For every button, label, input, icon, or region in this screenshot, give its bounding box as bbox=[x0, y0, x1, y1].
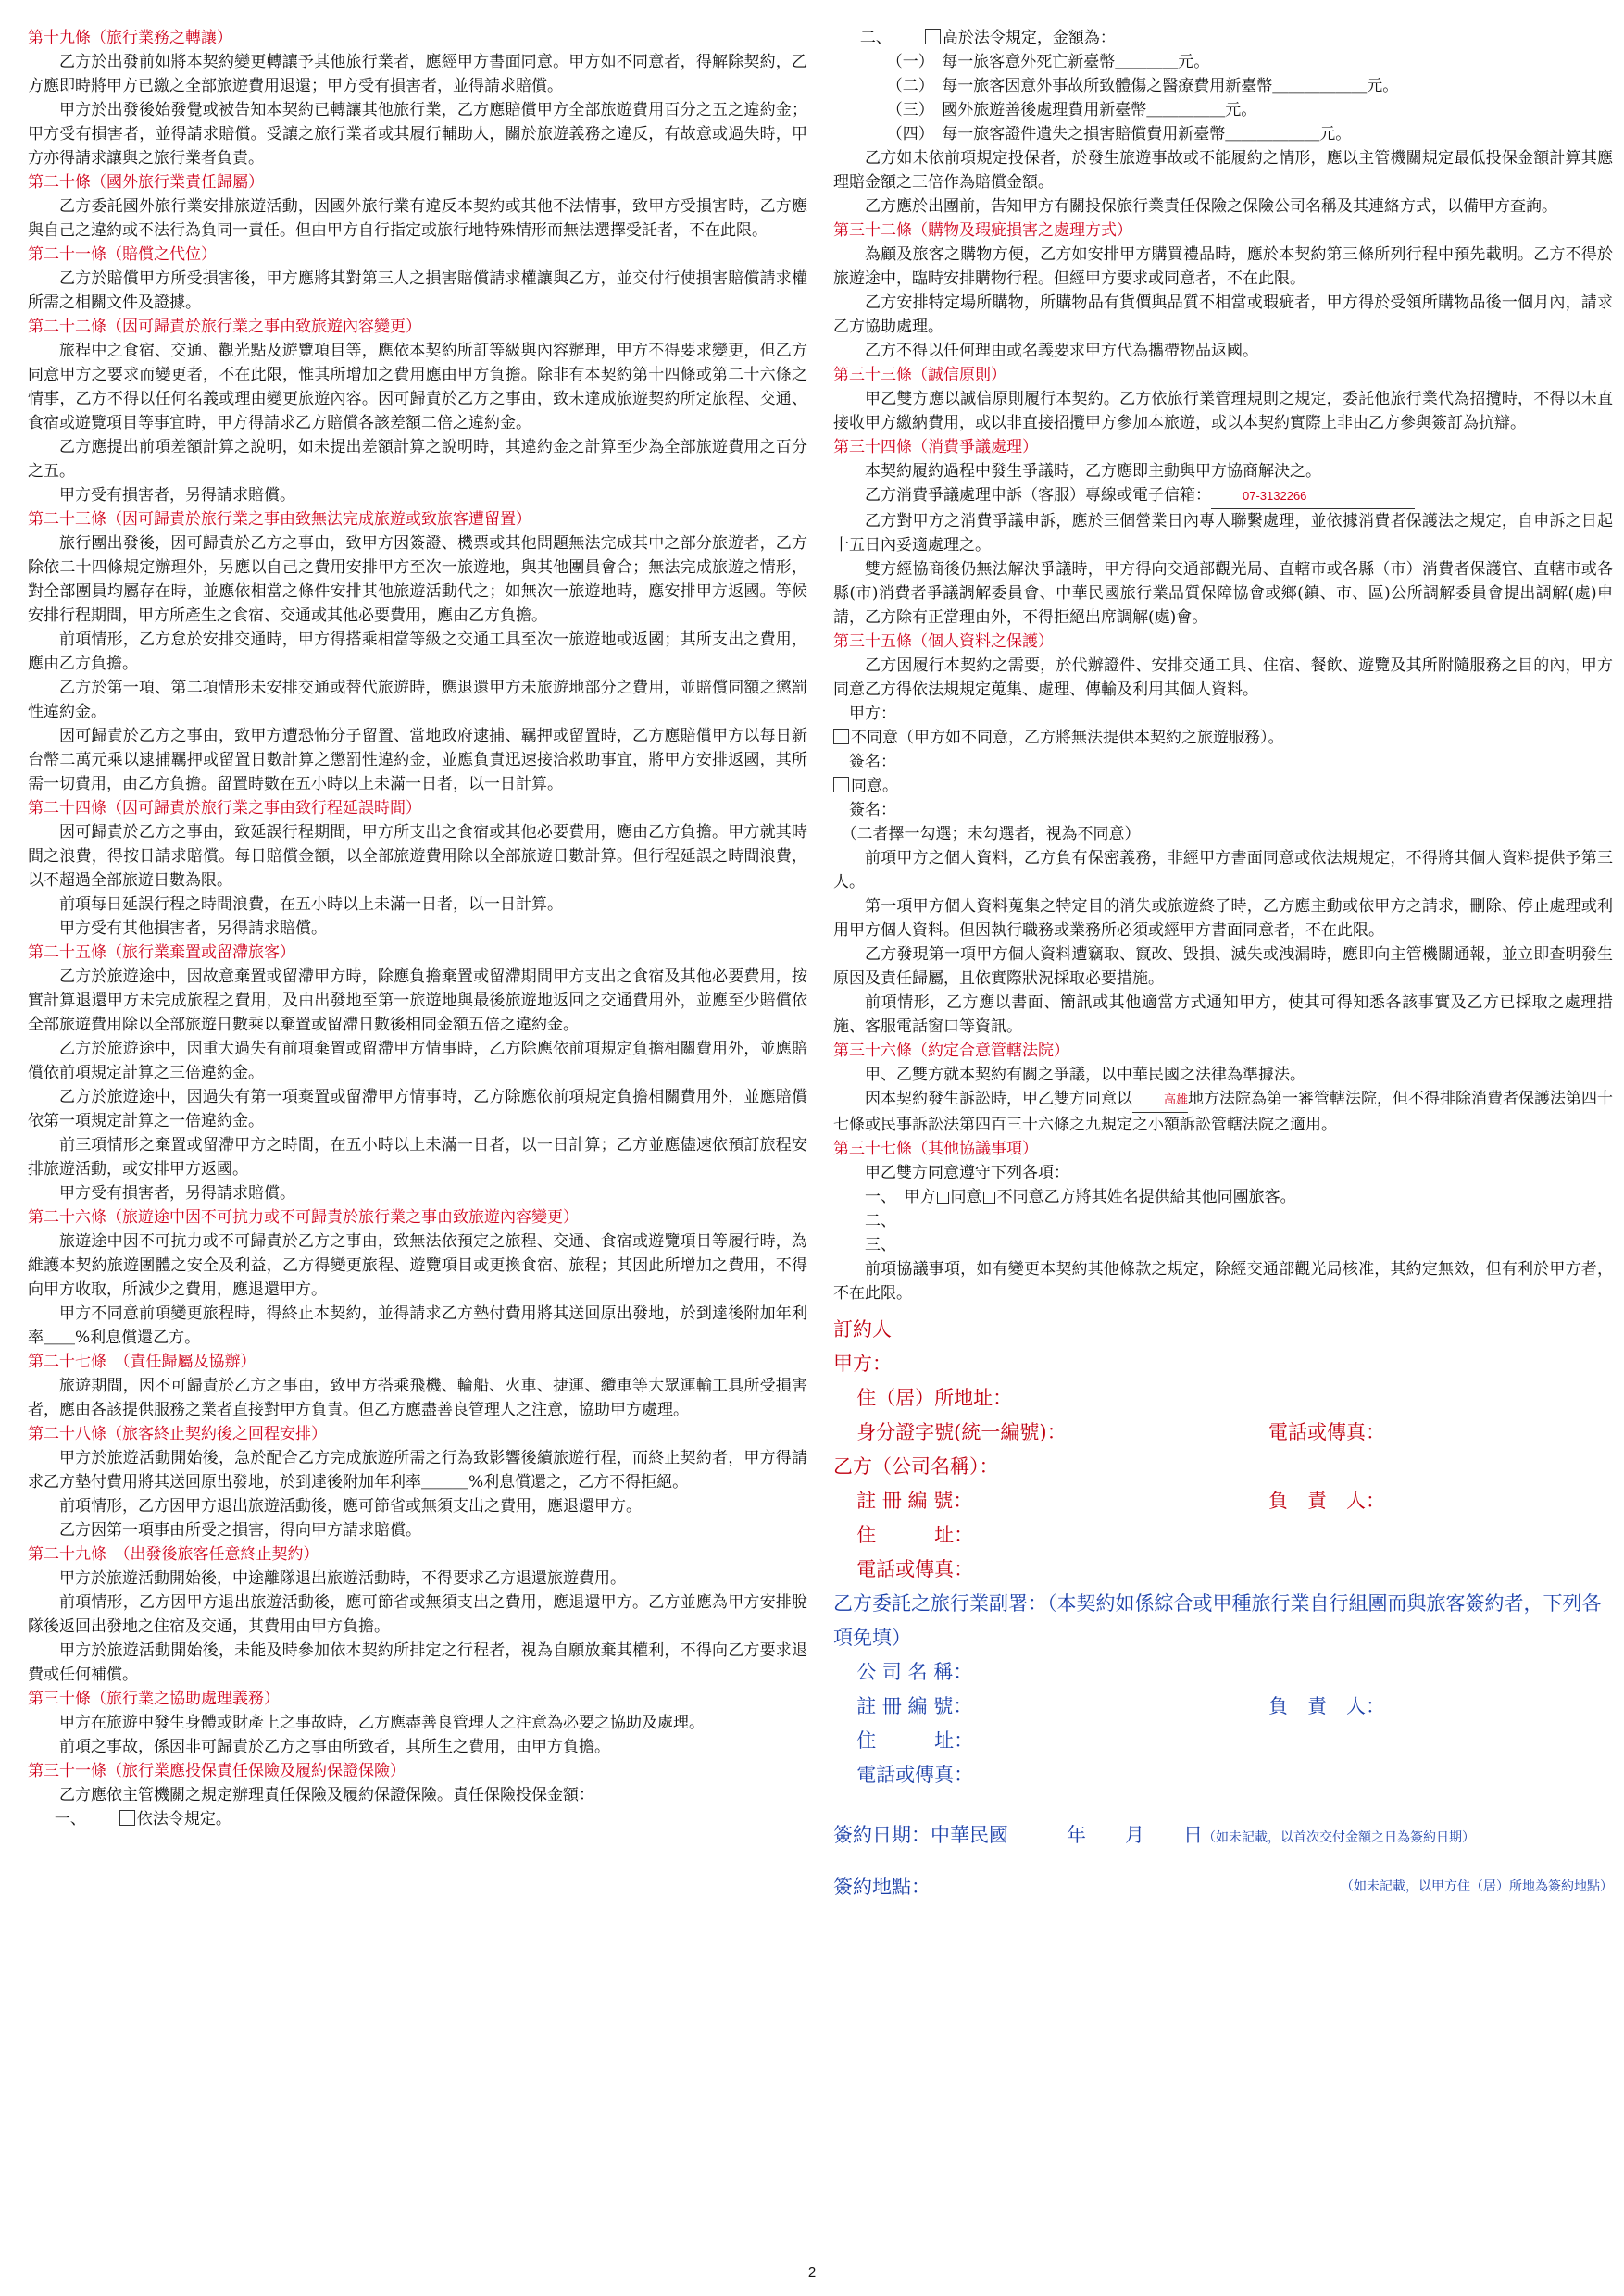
clause-paragraph: 甲乙雙方同意遵守下列各項： bbox=[865, 1164, 1069, 1182]
clause-paragraph: 甲方於出發後始發覺或被告知本契約已轉讓其他旅行業，乙方應賠償甲方全部旅遊費用百分之五之違約金；甲方受有損害者，並得請求賠償。受讓之旅行業者或其履行輔助人，關於旅遊義務之違反，有故意或過失時，甲方亦得請求讓與之旅行業者負責。 bbox=[28, 101, 807, 168]
hotline-line: 乙方消費爭議處理申訴（客服）專線或電子信箱： 07-3132266 bbox=[833, 483, 1613, 509]
clause-paragraph: 三、 bbox=[865, 1236, 896, 1254]
clause-heading: 第三十二條（購物及瑕疵損害之處理方式） bbox=[833, 221, 1132, 240]
right-bottom-clauses bbox=[833, 1137, 1613, 1305]
clause-paragraph: 乙方於出發前如將本契約變更轉讓予其他旅行業者，應經甲方書面同意。甲方如不同意者，得解除契約，乙方應即時將甲方已繳之全部旅遊費用退還；甲方受有損害者，並得請求賠償。 bbox=[28, 53, 807, 95]
agent-phone: 電話或傳真： bbox=[856, 1764, 974, 1786]
clause-paragraph: 因可歸責於乙方之事由，致延誤行程期間，甲方所支出之食宿或其他必要費用，應由乙方負擔。甲方就其時間之浪費，得按日請求賠償。每日賠償金額，以全部旅遊費用除以全部旅遊日數計算。但行程延誤之時間浪費，以不超過全部旅遊日數為限。 bbox=[28, 823, 807, 890]
clause-heading: 第三十三條（誠信原則） bbox=[833, 366, 1006, 384]
clause-paragraph: 甲、乙雙方就本契約有關之爭議，以中華民國之法律為準據法。 bbox=[865, 1066, 1305, 1084]
clause-heading: 第二十一條（賠償之代位） bbox=[28, 245, 217, 264]
clause-paragraph: 乙方發現第一項甲方個人資料遭竊取、竄改、毀損、滅失或洩漏時，應即向主管機關通報，並立即查明發生原因及責任歸屬，且依實際狀況採取必要措施。 bbox=[833, 945, 1613, 988]
clause-heading: 第二十三條（因可歸責於旅行業之事由致無法完成旅遊或致旅客遭留置） bbox=[28, 510, 531, 529]
checkbox-line bbox=[833, 726, 1613, 750]
clause-paragraph: 乙方安排特定場所購物，所購物品有貨價與品質不相當或瑕疵者，甲方得於受領所購物品後一個月內，請求乙方協助處理。 bbox=[833, 293, 1613, 336]
clause-paragraph: 乙方對甲方之消費爭議申訴，應於三個營業日內專人聯繫處理，並依據消費者保護法之規定，自申訴之日起十五日內妥適處理之。 bbox=[833, 512, 1613, 555]
clause-paragraph: 甲方於旅遊活動開始後，未能及時參加依本契約所排定之行程者，視為自願放棄其權利，不得向乙方要求退費或任何補償。 bbox=[28, 1641, 807, 1684]
checkbox-label: 同意。 bbox=[851, 777, 898, 795]
clause-paragraph: 前項情形，乙方怠於安排交通時，甲方得搭乘相當等級之交通工具至次一旅遊地或返國；其所支出之費用，應由乙方負擔。 bbox=[28, 630, 807, 673]
sign-date-row: 簽約日期：中華民國 年 月 日（如未記載，以首次交付金額之日為簽約日期） bbox=[833, 1824, 1475, 1846]
clause-paragraph: 甲方受有其他損害者，另得請求賠償。 bbox=[59, 919, 327, 938]
clause-paragraph: 前項每日延誤行程之時間浪費，在五小時以上未滿一日者，以一日計算。 bbox=[59, 895, 563, 914]
agent-reg-row: 註 冊 編 號： 負 責 人： bbox=[856, 1695, 1385, 1717]
clause-heading: 第二十八條（旅客終止契約後之回程安排） bbox=[28, 1425, 327, 1443]
clause-paragraph: 乙方於第一項、第二項情形未安排交通或替代旅遊時，應退還甲方未旅遊地部分之費用，並賠償同額之懲罰性違約金。 bbox=[28, 679, 807, 721]
page-number: 2 bbox=[807, 2265, 817, 2280]
insurance-amount-line: （四） 每一旅客證件遺失之損害賠償費用新臺幣＿＿＿＿＿＿元。 bbox=[886, 125, 1352, 144]
form-line: 甲方： bbox=[833, 705, 896, 723]
item-number: 一、 bbox=[54, 1810, 86, 1828]
clause-paragraph: 本契約履約過程中發生爭議時，乙方應即主動與甲方協商解決之。 bbox=[865, 462, 1321, 480]
clause-paragraph: 第一項甲方個人資料蒐集之特定目的消失或旅遊終了時，乙方應主動或依甲方之請求，刪除、停止處理或利用甲方個人資料。但因執行職務或業務所必須或經甲方書面同意者，不在此限。 bbox=[833, 897, 1613, 940]
clause-heading: 第二十五條（旅行業棄置或留滯旅客） bbox=[28, 943, 295, 962]
clause-paragraph: 乙方於旅遊途中，因故意棄置或留滯甲方時，除應負擔棄置或留滯期間甲方支出之食宿及其他必要費用，按實計算退還甲方未完成旅程之費用，及由出發地至第一旅遊地與最後旅遊地返回之交通費用外，並應至少賠償依全部旅遊費用除以全部旅遊日數乘以棄置或留滯日數後相同金額五倍之違約金。 bbox=[28, 967, 807, 1034]
checkbox-label: 高於法令規定，金額為： bbox=[942, 29, 1116, 47]
insurance-amount-line: （三） 國外旅遊善後處理費用新臺幣＿＿＿＿＿元。 bbox=[886, 101, 1257, 119]
clause-paragraph: 甲乙雙方應以誠信原則履行本契約。乙方依旅行業管理規則之規定，委託他旅行業代為招攬時，不得以未直接收甲方繳納費用，或以非直接招攬甲方參加本旅遊，或以本契約實際上非由乙方參與簽訂為抗辯。 bbox=[833, 390, 1613, 432]
clause-paragraph: 乙方因第一項事由所受之損害，得向甲方請求賠償。 bbox=[59, 1521, 421, 1540]
clause-paragraph: 甲方於旅遊活動開始後，中途離隊退出旅遊活動時，不得要求乙方退還旅遊費用。 bbox=[59, 1569, 626, 1588]
clause-paragraph: 甲方受有損害者，另得請求賠償。 bbox=[59, 486, 295, 505]
checkbox-line bbox=[28, 1807, 807, 1831]
checkbox[interactable] bbox=[925, 29, 941, 44]
checkbox-line bbox=[833, 774, 1613, 798]
left-column bbox=[28, 26, 807, 1831]
clause-paragraph: 甲方受有損害者，另得請求賠償。 bbox=[59, 1184, 295, 1203]
insurance-amount-line: （一） 每一旅客意外死亡新臺幣＿＿＿＿元。 bbox=[886, 53, 1210, 71]
clause-paragraph: 前項情形，乙方應以書面、簡訊或其他適當方式通知甲方，使其可得知悉各該事實及乙方已採取之處理措施、客服電話窗口等資訊。 bbox=[833, 993, 1613, 1036]
court-value: 高雄 bbox=[1164, 1092, 1189, 1106]
clause-paragraph: 前項甲方之個人資料，乙方負有保密義務，非經甲方書面同意或依法規規定，不得將其個人資料提供予第三人。 bbox=[833, 849, 1613, 892]
right-mid-clauses bbox=[833, 509, 1613, 1087]
clause-heading: 第三十四條（消費爭議處理） bbox=[833, 438, 1038, 456]
clause-paragraph: 乙方於旅遊途中，因過失有第一項棄置或留滯甲方情事時，乙方除應依前項規定負擔相關費用外，並應賠償依第一項規定計算之一倍違約金。 bbox=[28, 1088, 807, 1130]
clause-paragraph: 甲方於旅遊活動開始後，急於配合乙方完成旅遊所需之行為致影響後續旅遊行程，而終止契約者，甲方得請求乙方墊付費用將其送回原出發地，於到達後附加年利率＿＿＿%利息償還之，乙方不得拒絕。 bbox=[28, 1449, 807, 1491]
checkbox[interactable] bbox=[119, 1810, 135, 1826]
sign-place-row: 簽約地點： （如未記載，以甲方住（居）所地為簽約地點） bbox=[833, 1876, 1613, 1898]
court-clause: 因本契約發生訴訟時，甲乙雙方同意以 高雄地方法院為第一審管轄法院，但不得排除消費者保護法第四十七條或民事訴訟法第四百三十六條之九規定之小額訴訟管轄法院之適用。 bbox=[833, 1087, 1613, 1137]
clause-heading: 第三十五條（個人資料之保護） bbox=[833, 632, 1054, 651]
clause-paragraph: 前項協議事項，如有變更本契約其他條款之規定，除經交通部觀光局核准，其約定無效，但有利於甲方者，不在此限。 bbox=[833, 1260, 1613, 1303]
clause-paragraph: 前項情形，乙方因甲方退出旅遊活動後，應可節省或無須支出之費用，應退還甲方。乙方並應為甲方安排脫隊後返回出發地之住宿及交通，其費用由甲方負擔。 bbox=[28, 1593, 807, 1636]
form-line: 簽名： bbox=[833, 801, 896, 819]
clause-paragraph: 雙方經協商後仍無法解決爭議時，甲方得向交通部觀光局、直轄市或各縣（市）消費者保護官、直轄市或各縣(市)消費者爭議調解委員會、中華民國旅行業品質保障協會或鄉(鎮、市、區)公所調解委員會提出調解(處)申請，乙方除有正當理由外，不得拒絕出席調解(處)會。 bbox=[833, 560, 1613, 627]
clause-paragraph: 旅遊期間，因不可歸責於乙方之事由，致甲方搭乘飛機、輪船、火車、捷運、纜車等大眾運輸工具所受損害者，應由各該提供服務之業者直接對甲方負責。但乙方應盡善良管理人之注意，協助甲方處理。 bbox=[28, 1377, 807, 1419]
right-top-clauses bbox=[833, 26, 1613, 483]
agent-address: 住 址： bbox=[856, 1729, 974, 1752]
clause-paragraph: 前項情形，乙方因甲方退出旅遊活動後，應可節省或無須支出之費用，應退還甲方。 bbox=[59, 1497, 642, 1516]
agent-countersign-title: 乙方委託之旅行業副署：（本契約如係綜合或甲種旅行業自行組團而與旅客簽約者，下列各項免填） bbox=[833, 1592, 1602, 1649]
clause-heading: 第二十條（國外旅行業責任歸屬） bbox=[28, 173, 264, 192]
party-a-id-row: 身分證字號(統一編號)： 電話或傳真： bbox=[856, 1421, 1385, 1443]
checkbox[interactable] bbox=[833, 729, 849, 744]
checkbox[interactable] bbox=[833, 777, 849, 792]
insurance-amount-line: （二） 每一旅客因意外事故所致體傷之醫療費用新臺幣＿＿＿＿＿＿元。 bbox=[886, 77, 1399, 95]
clause-paragraph: 乙方委託國外旅行業安排旅遊活動，因國外旅行業有違反本契約或其他不法情事，致甲方受損害時，乙方應與自己之違約或不法行為負同一責任。但由甲方自行指定或旅行地特殊情形而無法選擇受託者，不在此限。 bbox=[28, 197, 807, 240]
checkbox-line bbox=[833, 26, 1613, 50]
clause-heading: 第三十七條（其他協議事項） bbox=[833, 1140, 1038, 1158]
clause-paragraph: 旅程中之食宿、交通、觀光點及遊覽項目等，應依本契約所訂等級與內容辦理，甲方不得要求變更，但乙方同意甲方之要求而變更者，不在此限，惟其所增加之費用應由甲方負擔。除非有本契約第十四條或第二十六條之情事，乙方不得以任何名義或理由變更旅遊內容。因可歸責於乙方之事由，致未達成旅遊契約所定旅程、交通、食宿或遊覽項目等事宜時，甲方得請求乙方賠償各該差額二倍之違約金。 bbox=[28, 342, 807, 432]
party-a-label: 甲方： bbox=[833, 1353, 892, 1375]
clause-paragraph: 乙方如未依前項規定投保者，於發生旅遊事故或不能履約之情形，應以主管機關規定最低投保金額計算其應理賠金額之三倍作為賠償金額。 bbox=[833, 149, 1613, 192]
clause-heading: 第二十二條（因可歸責於旅行業之事由致旅遊內容變更） bbox=[28, 318, 421, 336]
clause-paragraph: 甲方不同意前項變更旅程時，得終止本契約，並得請求乙方墊付費用將其送回原出發地，於到達後附加年利率＿＿%利息償還乙方。 bbox=[28, 1304, 807, 1347]
clause-heading: 第三十一條（旅行業應投保責任保險及履約保證保險） bbox=[28, 1762, 406, 1780]
checkbox-label: 依法令規定。 bbox=[136, 1810, 231, 1828]
party-b-address: 住 址： bbox=[856, 1524, 974, 1546]
clause-heading: 第二十四條（因可歸責於旅行業之事由致行程延誤時間） bbox=[28, 799, 421, 817]
clause-paragraph: 前三項情形之棄置或留滯甲方之時間，在五小時以上未滿一日者，以一日計算；乙方並應儘速依預訂旅程安排旅遊活動，或安排甲方返國。 bbox=[28, 1136, 807, 1179]
clause-paragraph: 乙方於賠償甲方所受損害後，甲方應將其對第三人之損害賠償請求權讓與乙方，並交付行使損害賠償請求權所需之相關文件及證據。 bbox=[28, 269, 807, 312]
clause-paragraph: 旅遊途中因不可抗力或不可歸責於乙方之事由，致無法依預定之旅程、交通、食宿或遊覽項目等履行時，為維護本契約旅遊團體之安全及利益，乙方得變更旅程、遊覽項目或更換食宿、旅程；其因此所增加之費用，不得向甲方收取，所減少之費用，應退還甲方。 bbox=[28, 1232, 807, 1299]
clause-paragraph: 為顧及旅客之購物方便，乙方如安排甲方購買禮品時，應於本契約第三條所列行程中預先載明。乙方不得於旅遊途中，臨時安排購物行程。但經甲方要求或同意者，不在此限。 bbox=[833, 245, 1613, 288]
right-column bbox=[833, 26, 1613, 1904]
party-b-reg-row: 註 冊 編 號： 負 責 人： bbox=[856, 1490, 1385, 1512]
party-b-phone: 電話或傳真： bbox=[856, 1558, 974, 1580]
clause-paragraph: 乙方應於出團前，告知甲方有關投保旅行業責任保險之保險公司名稱及其連絡方式，以備甲方查詢。 bbox=[865, 197, 1557, 216]
form-line: 簽名： bbox=[833, 753, 896, 771]
hotline-value: 07-3132266 bbox=[1243, 489, 1307, 503]
agent-company: 公 司 名 稱： bbox=[856, 1661, 973, 1683]
clause-heading: 第二十六條（旅遊途中因不可抗力或不可歸責於旅行業之事由致旅遊內容變更） bbox=[28, 1208, 579, 1227]
clause-paragraph: 乙方應依主管機關之規定辦理責任保險及履約保證保險。責任保險投保金額： bbox=[59, 1786, 594, 1804]
clause-heading: 第三十條（旅行業之協助處理義務） bbox=[28, 1690, 280, 1708]
party-b-label: 乙方（公司名稱）： bbox=[833, 1455, 999, 1478]
clause-paragraph: 甲方在旅遊中發生身體或財產上之事故時，乙方應盡善良管理人之注意為必要之協助及處理。 bbox=[59, 1714, 705, 1732]
party-a-address: 住（居）所地址： bbox=[856, 1387, 1013, 1409]
clause-heading: 第二十七條 （責任歸屬及協辦） bbox=[28, 1353, 256, 1371]
checkbox-label: 不同意（甲方如不同意，乙方將無法提供本契約之旅遊服務）。 bbox=[851, 729, 1284, 747]
signature-block bbox=[833, 1313, 1613, 1904]
clause-paragraph: 乙方因履行本契約之需要，於代辦證件、安排交通工具、住宿、餐飲、遊覽及其所附隨服務之目的內，甲方同意乙方得依法規規定蒐集、處理、傳輸及利用其個人資料。 bbox=[833, 656, 1613, 699]
clause-paragraph: 因可歸責於乙方之事由，致甲方遭恐怖分子留置、當地政府逮捕、羈押或留置時，乙方應賠償甲方以每日新台幣二萬元乘以逮捕羈押或留置日數計算之懲罰性違約金，並應負責迅速接洽救助事宜，將甲方安排返國，其所需一切費用，由乙方負擔。留置時數在五小時以上未滿一日者，以一日計算。 bbox=[28, 727, 807, 793]
clause-paragraph: 乙方於旅遊途中，因重大過失有前項棄置或留滯甲方情事時，乙方除應依前項規定負擔相關費用外，並應賠償依前項規定計算之三倍違約金。 bbox=[28, 1040, 807, 1082]
clause-paragraph: 二、 bbox=[865, 1212, 896, 1230]
clause-heading: 第三十六條（約定合意管轄法院） bbox=[833, 1042, 1069, 1060]
clause-heading: 第二十九條 （出發後旅客任意終止契約） bbox=[28, 1545, 319, 1564]
clause-paragraph: 旅行團出發後，因可歸責於乙方之事由，致甲方因簽證、機票或其他問題無法完成其中之部分旅遊者，乙方除依二十四條規定辦理外，另應以自己之費用安排甲方至次一旅遊地，與其他團員會合；無法完成旅遊之情形，對全部團員均屬存在時，並應依相當之條件安排其他旅遊活動代之；如無次一旅遊地時，應安排甲方返國。等候安排行程期間，甲方所產生之食宿、交通或其他必要費用，應由乙方負擔。 bbox=[28, 534, 807, 625]
item-number: 二、 bbox=[859, 29, 892, 47]
clause-paragraph: 乙方應提出前項差額計算之說明，如未提出差額計算之說明時，其違約金之計算至少為全部旅遊費用之百分之五。 bbox=[28, 438, 807, 480]
form-line: （二者擇一勾選；未勾選者，視為不同意） bbox=[833, 825, 1141, 843]
clause-paragraph: 乙方不得以任何理由或名義要求甲方代為攜帶物品返國。 bbox=[865, 342, 1258, 360]
clause-paragraph: 前項之事故，係因非可歸責於乙方之事由所致者，其所生之費用，由甲方負擔。 bbox=[59, 1738, 610, 1756]
agreement-option: 一、 甲方□同意□不同意乙方將其姓名提供給其他同團旅客。 bbox=[865, 1188, 1296, 1206]
clause-heading: 第十九條（旅行業務之轉讓） bbox=[28, 29, 232, 47]
signatories-title: 訂約人 bbox=[833, 1318, 892, 1341]
